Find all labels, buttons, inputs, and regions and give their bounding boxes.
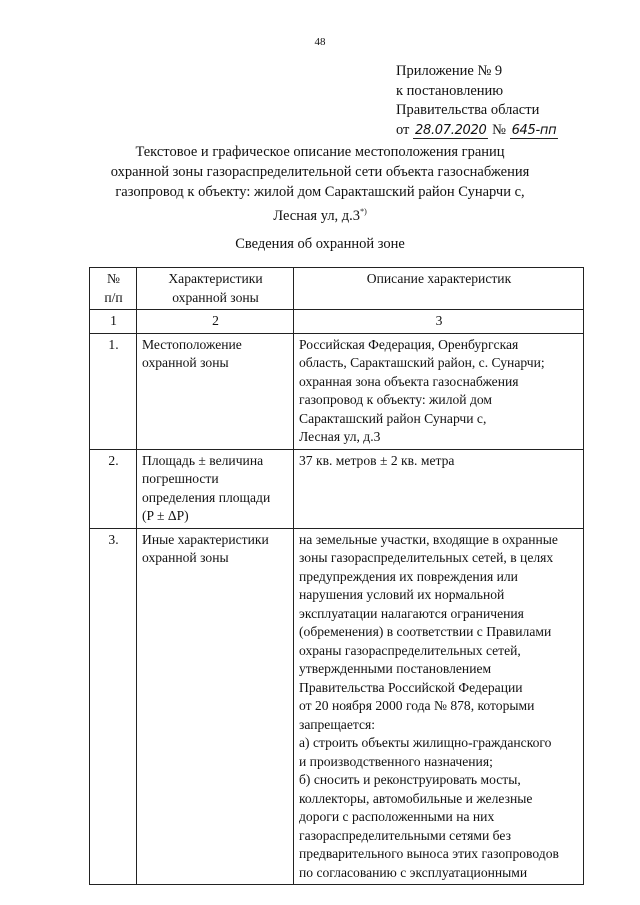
row-name-line: охранной зоны [142, 355, 229, 370]
row-name-line: погрешности [142, 471, 219, 486]
desc-line: б) сносить и реконструировать мосты, [299, 772, 521, 787]
title-line: газопровод к объекту: жилой дом Саракташский район Сунарчи с, [115, 184, 525, 200]
row-number: 2. [90, 449, 137, 528]
desc-line: область, Саракташский район, с. Сунарчи; [299, 355, 545, 370]
section-subtitle: Сведения об охранной зоне [235, 236, 405, 252]
appendix-line: Правительства области [396, 102, 540, 118]
desc-line: (обременения) в соответствии с Правилами [299, 624, 552, 639]
header-line: п/п [104, 289, 123, 305]
handwritten-date: 28.07.2020 [415, 122, 487, 138]
desc-line: по согласованию с эксплуатационными [299, 864, 528, 880]
desc-line: коллекторы, автомобильные и железные [299, 790, 533, 806]
date-prefix: от [396, 121, 410, 138]
table-row [90, 333, 584, 449]
row-description [294, 449, 584, 528]
column-index: 1 [90, 310, 137, 334]
column-index: 2 [137, 310, 294, 334]
title-line: охранной зоны газораспределительной сети объекта газоснабжения [110, 164, 530, 180]
footnote-mark: *) [360, 207, 367, 216]
row-name-line: Местоположение [142, 336, 242, 352]
desc-line: Российская Федерация, Оренбургская [299, 336, 519, 352]
table-row [90, 528, 584, 885]
table-header-row [90, 268, 584, 310]
desc-line: охранная зона объекта газоснабжения [299, 373, 519, 389]
desc-line: на земельные участки, входящие в охранные [299, 531, 558, 547]
row-number: 3. [90, 528, 137, 885]
header-line: Описание характеристик [366, 271, 512, 286]
table-row [90, 449, 584, 528]
row-name [137, 449, 294, 528]
desc-line: нарушения условий их нормальной [299, 587, 505, 602]
column-index-row [90, 310, 584, 334]
number-prefix: № [492, 121, 506, 138]
header-description [294, 268, 584, 310]
desc-line: газопровод к объекту: жилой дом [299, 392, 493, 407]
zone-table [89, 267, 584, 885]
row-name-line: охранной зоны [142, 550, 229, 565]
column-index: 3 [294, 310, 584, 334]
desc-line: и производственного назначения; [299, 753, 493, 769]
desc-line: а) строить объекты жилищно-гражданского [299, 735, 552, 750]
desc-line: газораспределительными сетями без [299, 827, 511, 843]
row-name [137, 528, 294, 885]
desc-line: охраны газораспределительных сетей, [299, 642, 521, 658]
desc-line: 37 кв. метров ± 2 кв. метра [299, 452, 455, 468]
desc-line: от 20 ноября 2000 года № 878, которыми [299, 698, 535, 713]
desc-line: Лесная ул, д.3 [299, 429, 381, 444]
desc-line: запрещается: [299, 716, 376, 732]
desc-line: Саракташский район Сунарчи с, [299, 410, 487, 426]
desc-line: утвержденными постановлением [299, 661, 492, 676]
appendix-line: к постановлению [396, 82, 504, 99]
page-number: 48 [314, 36, 326, 48]
desc-line: зоны газораспределительных сетей, в целях [299, 550, 554, 565]
row-name-line: Иные характеристики [142, 531, 269, 547]
desc-line: предварительного выноса этих газопроводов [299, 846, 559, 861]
header-line: № [107, 271, 120, 286]
title-last-line: Лесная ул, д.3 [273, 207, 361, 224]
desc-line: дороги с расположенными на них [299, 809, 495, 824]
row-description [294, 333, 584, 449]
handwritten-number: 645-пп [511, 122, 557, 138]
document-title [90, 142, 550, 226]
header-line: Характеристики [168, 271, 263, 286]
row-description [294, 528, 584, 885]
desc-line: предупреждения их повреждения или [299, 568, 518, 584]
appendix-date-line [396, 121, 558, 141]
row-name [137, 333, 294, 449]
appendix-block [396, 62, 558, 140]
title-line: Текстовое и графическое описание местоположения границ [135, 144, 505, 160]
row-number: 1. [90, 333, 137, 449]
desc-line: Правительства Российской Федерации [299, 679, 523, 695]
header-line: охранной зоны [172, 289, 259, 305]
title-line [90, 202, 550, 226]
row-name-line: Площадь ± величина [142, 452, 264, 468]
appendix-line: Приложение № 9 [396, 63, 503, 79]
header-number [90, 268, 137, 310]
desc-line: эксплуатации налагаются ограничения [299, 605, 524, 621]
row-name-line: (P ± ΔP) [142, 508, 189, 523]
header-characteristics [137, 268, 294, 310]
row-name-line: определения площади [142, 489, 271, 505]
